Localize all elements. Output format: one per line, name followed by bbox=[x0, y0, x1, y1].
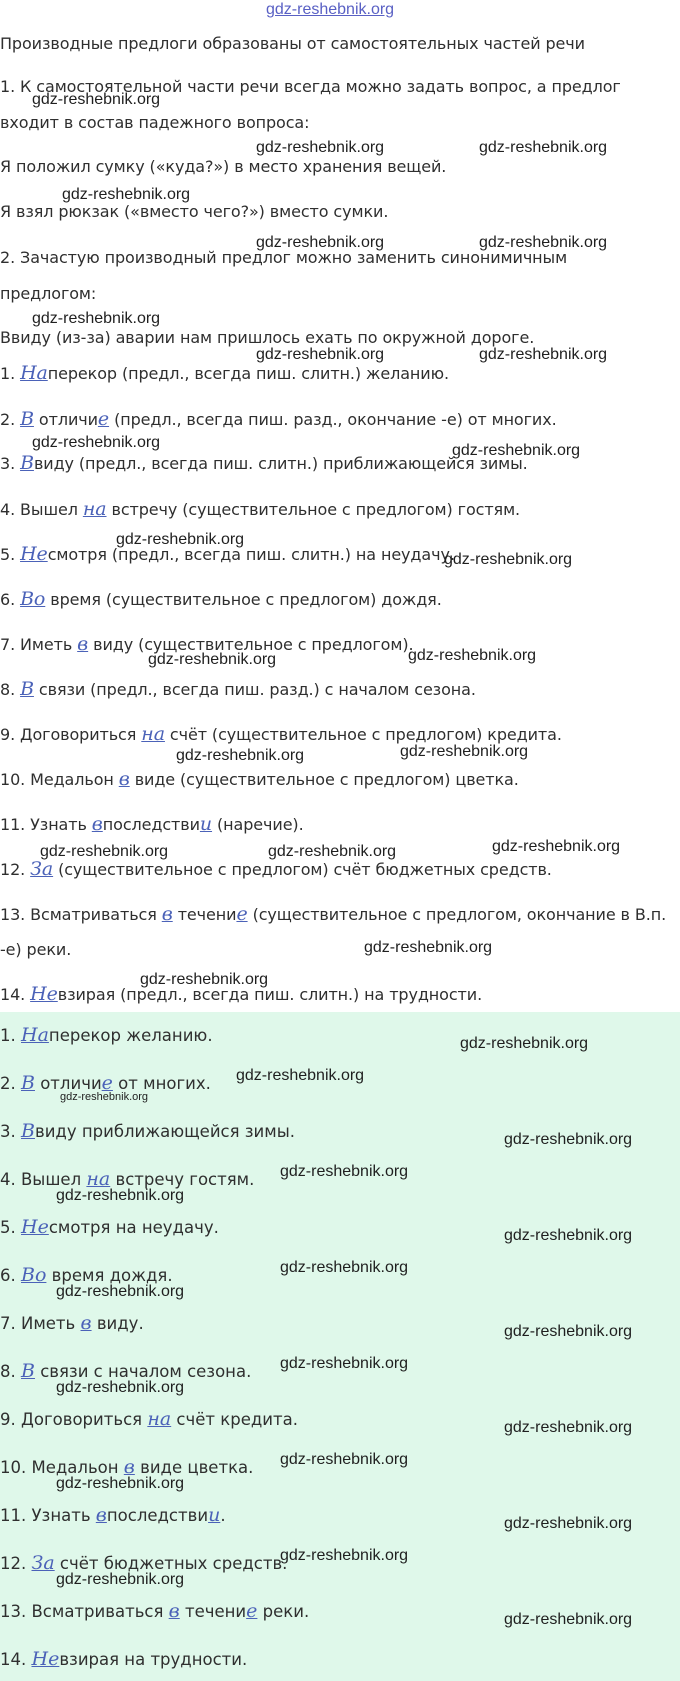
watermark: gdz-reshebnik.org bbox=[148, 651, 277, 668]
answer-item-1: 1. Наперекор желанию. bbox=[0, 1024, 213, 1046]
watermark: gdz-reshebnik.org bbox=[256, 234, 385, 251]
watermark: gdz-reshebnik.org bbox=[460, 1035, 589, 1052]
watermark: gdz-reshebnik.org bbox=[504, 1419, 633, 1436]
watermark: gdz-reshebnik.org bbox=[479, 346, 608, 363]
answer-item-7: 7. Иметь в виду. bbox=[0, 1312, 144, 1334]
analysis-item-2: 2. В отличие (предл., всегда пиш. разд., окончание -е) от многих. bbox=[0, 408, 557, 430]
watermark: gdz-reshebnik.org bbox=[280, 1163, 409, 1180]
answer-item-14: 14. Невзирая на трудности. bbox=[0, 1648, 248, 1670]
analysis-item-5: 5. Несмотря (предл., всегда пиш. слитн.) на неудачу. bbox=[0, 543, 455, 565]
watermark: gdz-reshebnik.org bbox=[236, 1067, 365, 1084]
watermark: gdz-reshebnik.org bbox=[256, 346, 385, 363]
watermark: gdz-reshebnik.org bbox=[504, 1611, 633, 1628]
watermark: gdz-reshebnik.org bbox=[56, 1283, 185, 1300]
analysis-item-6: 6. Во время (существительное с предлогом) дождя. bbox=[0, 588, 442, 610]
watermark: gdz-reshebnik.org bbox=[40, 843, 169, 860]
analysis-item-1: 1. Наперекор (предл., всегда пиш. слитн.) желанию. bbox=[0, 362, 449, 384]
intro-point-2-line-1: 2. Зачастую производный предлог можно заменить синонимичным bbox=[0, 248, 568, 267]
watermark: gdz-reshebnik.org bbox=[56, 1571, 185, 1588]
watermark: gdz-reshebnik.org bbox=[56, 1475, 185, 1492]
watermark: gdz-reshebnik.org bbox=[408, 647, 537, 664]
watermark: gdz-reshebnik.org bbox=[140, 971, 269, 988]
watermark: gdz-reshebnik.org bbox=[62, 186, 191, 203]
answer-item-11: 11. Узнать впоследствии. bbox=[0, 1504, 226, 1526]
watermark: gdz-reshebnik.org bbox=[479, 139, 608, 156]
answer-item-2: 2. В отличие от многих. bbox=[0, 1072, 211, 1094]
watermark: gdz-reshebnik.org bbox=[60, 1091, 149, 1103]
watermark: gdz-reshebnik.org bbox=[116, 531, 245, 548]
intro-point-2-line-2: предлогом: bbox=[0, 284, 97, 303]
watermark: gdz-reshebnik.org bbox=[504, 1227, 633, 1244]
intro-example-2: Я взял рюкзак («вместо чего?») вместо сумки. bbox=[0, 202, 389, 221]
analysis-item-3: 3. Ввиду (предл., всегда пиш. слитн.) приближающейся зимы. bbox=[0, 452, 528, 474]
watermark: gdz-reshebnik.org bbox=[280, 1259, 409, 1276]
analysis-item-10: 10. Медальон в виде (существительное с предлогом) цветка. bbox=[0, 768, 519, 790]
top-watermark-link[interactable]: gdz-reshebnik.org bbox=[266, 1, 395, 18]
watermark: gdz-reshebnik.org bbox=[364, 939, 493, 956]
watermark: gdz-reshebnik.org bbox=[492, 838, 621, 855]
watermark: gdz-reshebnik.org bbox=[504, 1131, 633, 1148]
answer-item-4: 4. Вышел на встречу гостям. bbox=[0, 1168, 255, 1190]
analysis-item-8: 8. В связи (предл., всегда пиш. разд.) с началом сезона. bbox=[0, 678, 476, 700]
analysis-item-13: 13. Всматриваться в течение (существительное с предлогом, окончание в В.п. bbox=[0, 903, 667, 925]
watermark: gdz-reshebnik.org bbox=[56, 1379, 185, 1396]
watermark: gdz-reshebnik.org bbox=[176, 747, 305, 764]
analysis-item-9: 9. Договориться на счёт (существительное с предлогом) кредита. bbox=[0, 723, 562, 745]
analysis-item-4: 4. Вышел на встречу (существительное с предлогом) гостям. bbox=[0, 498, 521, 520]
watermark: gdz-reshebnik.org bbox=[479, 234, 608, 251]
intro-example-3: Ввиду (из-за) аварии нам пришлось ехать по окружной дороге. bbox=[0, 328, 535, 347]
answer-item-13: 13. Всматриваться в течение реки. bbox=[0, 1600, 310, 1622]
answer-item-10: 10. Медальон в виде цветка. bbox=[0, 1456, 254, 1478]
watermark: gdz-reshebnik.org bbox=[444, 551, 573, 568]
watermark: gdz-reshebnik.org bbox=[452, 442, 581, 459]
analysis-item-11: 11. Узнать впоследствии (наречие). bbox=[0, 813, 304, 835]
analysis-item-14: 14. Невзирая (предл., всегда пиш. слитн.) на трудности. bbox=[0, 983, 483, 1005]
watermark: gdz-reshebnik.org bbox=[400, 743, 529, 760]
answer-item-8: 8. В связи с началом сезона. bbox=[0, 1360, 252, 1382]
analysis-item-13-line-2: -е) реки. bbox=[0, 940, 72, 959]
watermark: gdz-reshebnik.org bbox=[280, 1355, 409, 1372]
answer-item-12: 12. За счёт бюджетных средств. bbox=[0, 1552, 288, 1574]
answer-item-9: 9. Договориться на счёт кредита. bbox=[0, 1408, 298, 1430]
watermark: gdz-reshebnik.org bbox=[32, 310, 161, 327]
answer-item-5: 5. Несмотря на неудачу. bbox=[0, 1216, 219, 1238]
analysis-item-7: 7. Иметь в виду (существительное с предлогом). bbox=[0, 633, 414, 655]
watermark: gdz-reshebnik.org bbox=[280, 1547, 409, 1564]
watermark: gdz-reshebnik.org bbox=[268, 843, 397, 860]
watermark: gdz-reshebnik.org bbox=[32, 91, 161, 108]
watermark: gdz-reshebnik.org bbox=[256, 139, 385, 156]
intro-point-1-line-2: входит в состав падежного вопроса: bbox=[0, 113, 310, 132]
intro-example-1: Я положил сумку («куда?») в место хранения вещей. bbox=[0, 157, 447, 176]
watermark: gdz-reshebnik.org bbox=[56, 1187, 185, 1204]
intro-point-1-line-1: 1. К самостоятельной части речи всегда можно задать вопрос, а предлог bbox=[0, 77, 621, 96]
watermark: gdz-reshebnik.org bbox=[504, 1323, 633, 1340]
answer-item-3: 3. Ввиду приближающейся зимы. bbox=[0, 1120, 296, 1142]
analysis-item-12: 12. За (существительное с предлогом) счёт бюджетных средств. bbox=[0, 858, 552, 880]
answer-item-6: 6. Во время дождя. bbox=[0, 1264, 173, 1286]
watermark: gdz-reshebnik.org bbox=[504, 1515, 633, 1532]
intro-title: Производные предлоги образованы от самостоятельных частей речи bbox=[0, 34, 585, 53]
watermark: gdz-reshebnik.org bbox=[32, 434, 161, 451]
watermark: gdz-reshebnik.org bbox=[280, 1451, 409, 1468]
